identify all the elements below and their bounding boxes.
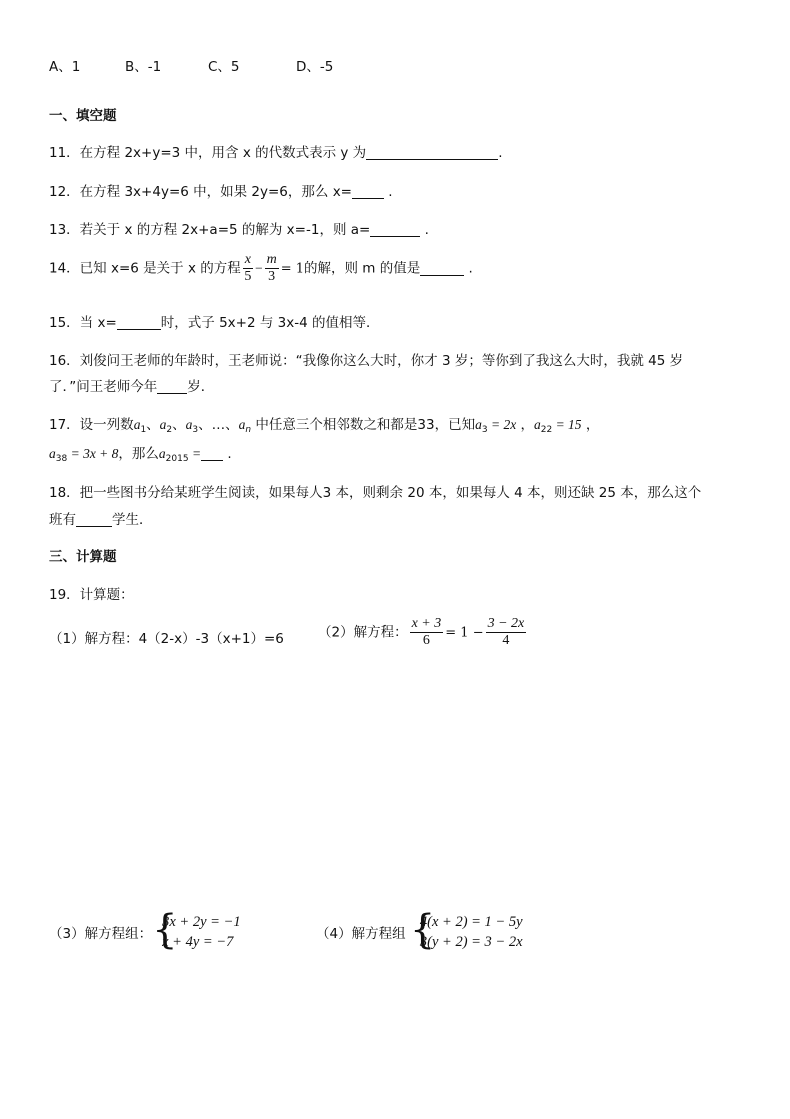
question-14: 14．已知 x=6 是关于 x 的方程 $\frac{x}{5}$ − $\frac{m}{3}$ = 1的解，则 m 的值是 . [49,252,473,284]
question-13: 13．若关于 x 的方程 2x+a=5 的解为 x=-1，则 a= . [49,222,429,238]
answer-blank [76,512,112,527]
question-17-line1: 17．设一列数$a_1$、$a_2$、$a_3$、…、$a_n$ 中任意三个相邻数之和都是33，已知$a_3 = 2x$ ，$a_{22} = 15$ ， [49,417,600,435]
option-a: A、1 [49,59,81,75]
q19-part3: （3）解方程组： { 3x + 2y = −1 x + 4y = −7 [49,907,241,953]
question-12: 12．在方程 3x+4y=6 中，如果 2y=6，那么 x= . [49,184,393,200]
fraction: $\frac{3 - 2x}{4}$ [487,616,525,648]
fraction: $\frac{m}{3}$ [266,252,277,284]
question-18-line2: 班有 学生． [49,512,153,528]
question-19-title: 19．计算题： [49,587,134,603]
q19-part4: （4）解方程组 { 4(x + 2) = 1 − 5y 3(y + 2) = 3 − 2x [316,907,523,953]
q19-part2: （2）解方程： $\frac{x + 3}{6}$ = 1 − $\frac{3 - 2x}{4}$ [318,616,525,648]
question-15: 15．当 x= 时，式子 5x+2 与 3x-4 的值相等． [49,315,380,331]
option-d: D、-5 [296,59,334,75]
answer-blank [117,315,161,330]
option-b: B、-1 [125,59,162,75]
question-16-line2: 了．”问王老师今年 岁． [49,379,215,395]
fraction: $\frac{x + 3}{6}$ [411,616,442,648]
answer-blank [201,446,223,461]
answer-blank [370,222,420,237]
answer-blank [157,379,187,394]
section-heading-fill: 一、填空题 [49,108,117,124]
option-c: C、5 [208,59,240,75]
question-16-line1: 16．刘俊问王老师的年龄时，王老师说：“我像你这么大时，你才 3 岁；等你到了我这么大时，我就 45 岁 [49,353,684,369]
fraction: $\frac{x}{5}$ [244,252,252,284]
question-18-line1: 18．把一些图书分给某班学生阅读，如果每人3 本，则剩余 20 本，如果每人 4 本，则还缺 25 本，那么这个 [49,485,702,501]
q19-part1: （1）解方程：4（2-x）-3（x+1）=6 [49,631,284,647]
equation-system: { 4(x + 2) = 1 − 5y 3(y + 2) = 3 − 2x [409,907,523,953]
question-17-line2: $a_{38} = 3x + 8$，那么$a_{2015}$ = . [49,446,232,464]
equation-system: { 3x + 2y = −1 x + 4y = −7 [152,907,241,953]
answer-blank [366,145,498,160]
section-heading-calc: 三、计算题 [49,549,117,565]
answer-blank [352,184,384,199]
question-11: 11．在方程 2x+y=3 中，用含 x 的代数式表示 y 为 . [49,145,503,161]
answer-blank [420,261,464,276]
